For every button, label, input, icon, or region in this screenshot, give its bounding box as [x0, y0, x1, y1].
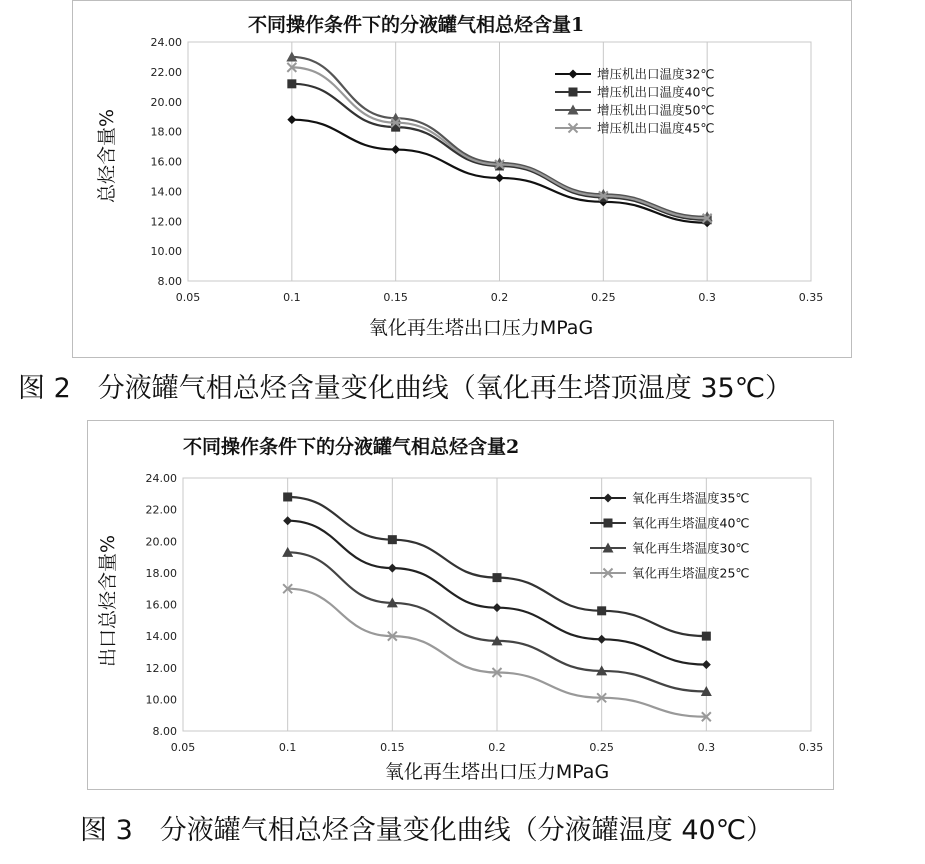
chart-2-legend-marker [604, 494, 613, 503]
chart-2-x-tick-label: 0.3 [697, 741, 716, 754]
chart-2-y-tick-label: 18.00 [145, 566, 177, 580]
chart-2-x-axis-label: 氧化再生塔出口压力MPaG [384, 761, 610, 783]
chart-2-series-1-point [493, 603, 502, 612]
chart-2-y-tick-label: 10.00 [145, 693, 177, 707]
chart-2-legend-label: 氧化再生塔温度30℃ [632, 540, 750, 556]
chart-2-series-2-point [283, 492, 292, 501]
chart-1-legend-item-4 [555, 121, 714, 136]
chart-2-legend-marker [604, 519, 613, 528]
chart-2-x-tick-label: 0.2 [488, 741, 506, 754]
chart-1-legend-label: 增压机出口温度45℃ [597, 120, 715, 136]
chart-2-x-tick-label: 0.35 [798, 741, 824, 754]
chart-1-series-1-point [391, 145, 400, 154]
chart-1-frame [72, 0, 852, 358]
chart-1-x-tick-label: 0.1 [283, 291, 301, 304]
chart-1-y-axis-label: 总烃含量% [96, 108, 118, 204]
figure-3-caption: 图 3 分液罐气相总烃含量变化曲线（分液罐温度 40℃） [80, 815, 774, 846]
chart-1-y-tick-label: 24.00 [150, 36, 182, 49]
chart-1-legend-item-3 [555, 103, 714, 118]
chart-2-y-tick-label: 20.00 [145, 535, 177, 549]
chart-1-y-tick-label: 14.00 [150, 185, 182, 199]
chart-1-legend-label: 增压机出口温度32℃ [597, 66, 715, 82]
chart-2-series-1-point [597, 635, 606, 644]
chart-1-legend-item-2 [555, 85, 714, 100]
chart-1-x-tick-label: 0.25 [591, 291, 616, 304]
chart-1-y-tick-label: 18.00 [150, 125, 182, 139]
chart-2-series-2-point [597, 606, 606, 615]
chart-2-y-tick-label: 12.00 [145, 661, 177, 675]
chart-1-legend-label: 增压机出口温度50℃ [597, 102, 715, 118]
chart-2-series-2-point [388, 535, 397, 544]
chart-1-series-2-point [287, 79, 296, 88]
chart-2-y-tick-label: 16.00 [145, 598, 177, 612]
chart-2-legend-item-2 [590, 516, 749, 531]
chart-1-y-tick-label: 22.00 [150, 65, 182, 79]
chart-1-y-tick-label: 12.00 [150, 215, 182, 229]
chart-2-legend-label: 氧化再生塔温度40℃ [632, 515, 750, 531]
chart-1-svg [73, 1, 851, 357]
chart-1-y-tick-label: 8.00 [157, 275, 182, 288]
chart-2-y-tick-label: 22.00 [145, 503, 177, 517]
chart-2-series-1-point [283, 516, 292, 525]
chart-2-series-1-point [388, 564, 397, 573]
chart-1-x-tick-label: 0.3 [698, 291, 716, 304]
chart-2-title: 不同操作条件下的分液罐气相总烃含量2 [183, 436, 520, 458]
chart-2-x-tick-label: 0.15 [380, 741, 405, 754]
chart-1-series-1-point [495, 173, 504, 182]
chart-2-series-2-point [493, 573, 502, 582]
chart-2-legend-item-1 [590, 491, 749, 506]
chart-1-x-tick-label: 0.15 [383, 291, 408, 304]
chart-1-legend-marker [569, 88, 578, 97]
chart-2-x-tick-label: 0.05 [170, 741, 196, 754]
chart-2-y-tick-label: 8.00 [152, 725, 177, 738]
chart-2-legend-label: 氧化再生塔温度25℃ [632, 565, 750, 581]
chart-1-y-tick-label: 10.00 [150, 245, 182, 259]
chart-2-frame [87, 420, 834, 790]
chart-2-legend-item-3 [590, 541, 749, 556]
chart-1-series-1-point [287, 115, 296, 124]
chart-2-svg [88, 421, 833, 789]
chart-2-x-tick-label: 0.25 [589, 741, 614, 754]
chart-1-legend-item-1 [555, 67, 714, 82]
chart-2-y-tick-label: 24.00 [145, 472, 177, 485]
chart-2-legend-label: 氧化再生塔温度35℃ [632, 490, 750, 506]
chart-1-y-tick-label: 16.00 [150, 155, 182, 169]
chart-1-title: 不同操作条件下的分液罐气相总烃含量1 [248, 14, 585, 36]
chart-1-legend-marker [569, 70, 578, 79]
figure-2-caption: 图 2 分液罐气相总烃含量变化曲线（氧化再生塔顶温度 35℃） [18, 373, 793, 404]
chart-2-y-tick-label: 14.00 [145, 630, 177, 644]
chart-1-x-axis-label: 氧化再生塔出口压力MPaG [368, 317, 594, 339]
chart-2-series-2-point [702, 632, 711, 641]
chart-2-legend-item-4 [590, 566, 749, 581]
chart-1-y-tick-label: 20.00 [150, 95, 182, 109]
chart-2-x-tick-label: 0.1 [278, 741, 297, 754]
chart-1-x-tick-label: 0.2 [490, 291, 509, 304]
chart-1-legend-label: 增压机出口温度40℃ [597, 84, 715, 100]
chart-1-x-tick-label: 0.05 [175, 291, 201, 304]
chart-2-y-axis-label: 出口总烃含量% [97, 534, 119, 668]
chart-1-x-tick-label: 0.35 [798, 291, 824, 304]
chart-2-series-1-point [702, 660, 711, 669]
